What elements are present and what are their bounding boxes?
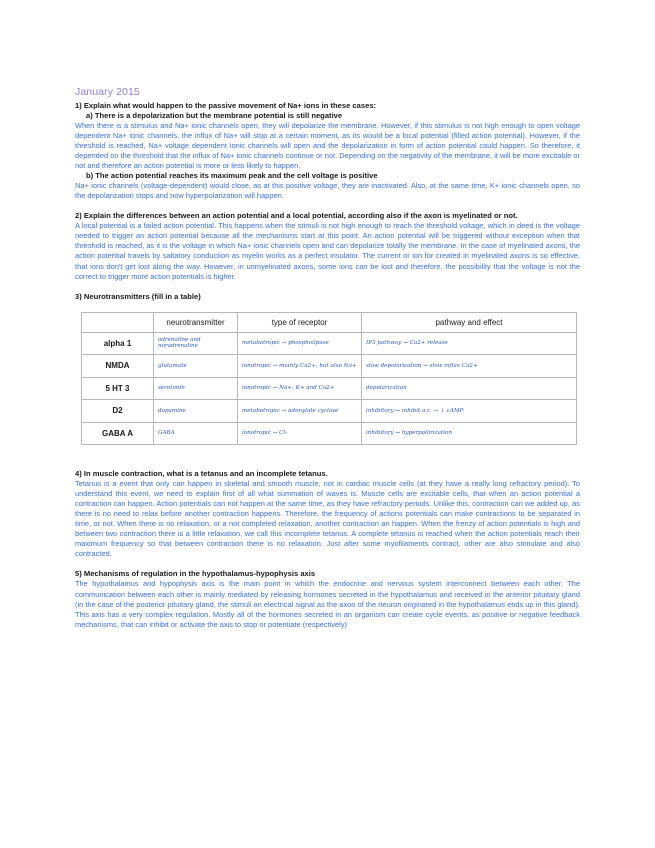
header-pathway-effect: pathway and effect [362,312,577,332]
table-row [82,377,577,400]
receptor-name: D2 [82,400,154,423]
receptor-name: GABA A [82,422,154,445]
question-1a: a) There is a depolarization but the membrane potential is still negative [86,111,343,120]
answer-2: A local potential is a failed action potential. This happens when the stimuli is not high enough to reach the threshold voltage, which in deed is the voltage needed to trigger an action potential because all the mechanisms start at this point. An action potential will be triggered without exception when that threshold is reached, as it is the voltage in which Na+ ionic channels open and can depolarize totally the membrane. In the case of myelinated axons, the action potential travels by saltatory conduction as myelin works as a perfect insulator. The current or ion for created in myelinated axons is so effective, that ions don't get lost along the way. However, in unmyelinated axons, some ions can be lost and therefore, the possibility that the voltage is not the correct to trigger more action potentials is higher. [75,221,580,281]
receptor-name: alpha 1 [82,332,154,355]
table-row [82,422,577,445]
answer-1b: Na+ ionic channels (voltage-dependent) would close, as at this positive voltage, they are inactivated. Also, at the same time, K+ ionic channels open, so the depolarization stops and now hyperpolarization will happen. [75,181,580,201]
spacer [75,201,580,211]
pathway-effect-cell: depolarization [362,377,577,400]
table-row [82,355,577,378]
header-empty [82,312,154,332]
receptor-type-cell: ionotropic → Cl- [238,422,362,445]
question-1b: b) The action potential reaches its maximum peak and the cell voltage is positive [86,171,378,181]
neurotransmitter-table [81,312,577,446]
neurotransmitter-cell: adrenaline and noradrenaline [154,332,238,355]
question-4: 4) In muscle contraction, what is a tetanus and an incomplete tetanus. [75,469,328,479]
pathway-effect-cell: IP3 pathway → Ca2+ release [362,332,577,355]
neurotransmitter-cell: serotonin [154,377,238,400]
pathway-effect-cell: inhibitory → inhibit a.c. → ↓ cAMP [362,400,577,423]
neurotransmitter-cell: glutamate [154,355,238,378]
answer-1a: When there is a stimulus and Na+ ionic channels open, they will depolarize the membrane. However, if this stimulus is not high enough to open voltage dependent Na+ ionic channels, the influx of Na+ will stop at a certain moment, as its would be a local potential (filled action potential). However, if the threshold is reached, Na+ voltage dependent ionic channels will open and the depolarization in form of action potential could happen. So therefore, it depended on the threshold that the influx of Na+ ionic channels continue or not. Depending on the negativity of the membrane, it will be more excitable or not and therefore an action potential is more or less likely to happen. [75,121,580,171]
question-3: 3) Neurotransmitters (fill in a table) [75,291,201,301]
spacer [75,445,580,469]
receptor-type-cell: metabotropic → adenylate cyclase [238,400,362,423]
table-header-row [82,312,577,332]
spacer [75,559,580,569]
receptor-name: NMDA [82,355,154,378]
neurotransmitter-cell: GABA [154,422,238,445]
document-title: January 2015 [75,86,140,98]
table-row [82,332,577,355]
header-receptor-type: type of receptor [238,312,362,332]
receptor-name: 5 HT 3 [82,377,154,400]
receptor-type-cell: ionotropic → Na+, K+ and Ca2+ [238,377,362,400]
question-5: 5) Mechanisms of regulation in the hypothalamus-hypophysis axis [75,569,316,579]
table-row [82,400,577,423]
neurotransmitter-cell: dopamine [154,400,238,423]
document-page [75,86,580,630]
question-2: 2) Explain the differences between an action potential and a local potential, according also if the axon is myelinated or not. [75,211,518,221]
pathway-effect-cell: inhibitory → hyperpolarization [362,422,577,445]
answer-5: The hypothalamus and hypophysis axis is the main point in which the endocrine and nervous system interconnect between each other. The communication between each other is mainly mediated by releasing hormones secreted in the hypothalamus and received in the anterior pituitary gland (in the case of the posterior pituitary gland, the stimuli an electrical signal as the axon of the neuron originated in the hypothalamus ends up in this gland). This axis has a very complex regulation. Mostly all of the hormones secreted in an organism can create cycle events, as positive or negative feedback mechanisms, that can inhibit or activate the axis to stop or potentiate (respectively) [75,579,580,629]
pathway-effect-cell: slow depolarization → slow influx Ca2+ [362,355,577,378]
spacer [75,282,580,292]
receptor-type-cell: metabotropic → phospholipase [238,332,362,355]
header-neurotransmitter: neurotransmitter [154,312,238,332]
answer-4: Tetanus is a event that only can happen in skeletal and smooth muscle, not in cardiac muscle cells (at they have a really long refractory period). To understand this event, we need to explain first of all what summation of waves is. Muscle cells are excitable cells, that when an action potential a contraction can happen. Action potentials can not happen at the same time, as they have refractory periods. Unlike this, contraction can we added up, as there is no need to relax before another contraction happens. Therefore, the frequency of actions potentials can make contractions to be separated in time, or not. When there is no relaxation, or a not completed relaxation, another contraction an happen. When the frenzy of action potentials is high and between two contraction there is a little relaxation, we call this incomplete tetanus. A complete tetanus is reached when the action potentials reach their maximum frequency so that between contraction there is no relaxation. Just after some myofilaments contract, other are also stimulate and also contracted. [75,479,580,559]
receptor-type-cell: ionotropic → mainly Ca2+, but also Na+ [238,355,362,378]
question-1: 1) Explain what would happen to the passive movement of Na+ ions in these cases: [75,101,377,110]
